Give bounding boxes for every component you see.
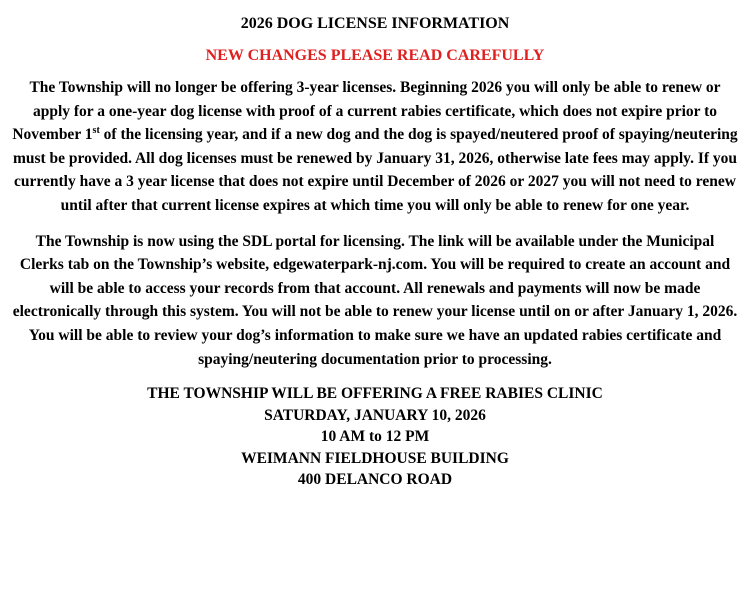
- rabies-clinic-info: [12, 383, 738, 491]
- clinic-date: SATURDAY, JANUARY 10, 2026: [264, 406, 486, 424]
- clinic-address: 400 DELANCO ROAD: [297, 471, 453, 489]
- clinic-heading: THE TOWNSHIP WILL BE OFFERING A FREE RABIES CLINIC: [147, 385, 603, 403]
- clinic-time: 10 AM to 12 PM: [320, 428, 430, 446]
- ordinal-suffix: st: [92, 125, 100, 137]
- paragraph-license-changes-text-a: The Township will no longer be offering 3-year licenses. Beginning 2026 you will only be able to renew or apply for a one-year dog license with proof of a current rabies certificate, which does not expire prior to November 1: [12, 79, 721, 144]
- clinic-location: WEIMANN FIELDHOUSE BUILDING: [241, 449, 509, 467]
- paragraph-sdl-portal: The Township is now using the SDL portal for licensing. The link will be available under the Municipal Clerks tab on the Township’s website, edgewaterpark-nj.com. You will be required to create an account and will be able to access your records from that account. All renewals and payments will now be made electronically through this system. You will not be able to renew your license until on or after January 1, 2026. You will be able to review your dog’s information to make sure we have an updated rabies certificate and spaying/neutering documentation prior to processing.: [12, 232, 738, 368]
- paragraph-license-changes-text-b: of the licensing year, and if a new dog and the dog is spayed/neutered proof of spaying/neutering must be provided. All dog licenses must be renewed by January 31, 2026, otherwise late fees may apply. If you currently have a 3 year license that does not expire until December of 2026 or 2027 you will not need to renew until after that current license expires at which time you will only be able to renew for one year.: [12, 126, 738, 214]
- document-title: 2026 DOG LICENSE INFORMATION: [240, 15, 510, 32]
- paragraph-license-changes: [12, 76, 738, 218]
- document-subtitle: NEW CHANGES PLEASE READ CAREFULLY: [205, 47, 545, 64]
